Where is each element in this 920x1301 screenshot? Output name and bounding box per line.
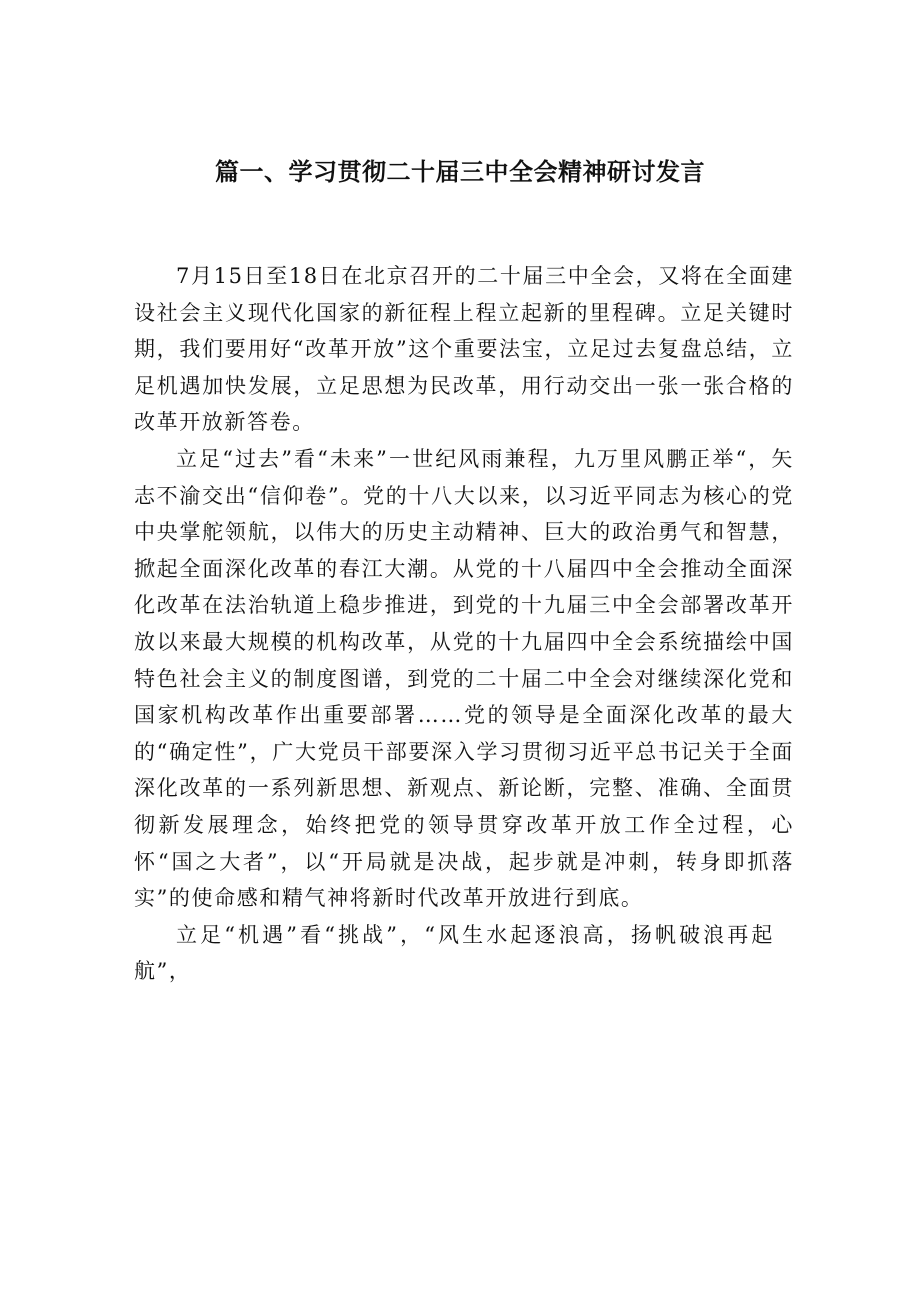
document-body: [134, 258, 794, 990]
paragraph-1: 7月15日至18日在北京召开的二十届三中全会，又将在全面建设社会主义现代化国家的新征程上程立起新的里程碑。立足关键时期，我们要用好“改革开放”这个重要法宝，立足过去复盘总结，立足机遇加快发展，立足思想为民改革，用行动交出一张一张合格的改革开放新答卷。: [134, 264, 794, 435]
paragraph-2: 立足“过去”看“未来”一世纪风雨兼程，九万里风鹏正举“，矢志不渝交出“信仰卷”。党的十八大以来，以习近平同志为核心的党中央掌舵领航，以伟大的历史主动精神、巨大的政治勇气和智慧，掀起全面深化改革的春江大潮。从党的十八届四中全会推动全面深化改革在法治轨道上稳步推进，到党的十九届三中全会部署改革开放以来最大规模的机构改革，从党的十九届四中全会系统描绘中国特色社会主义的制度图谱，到党的二十届二中全会对继续深化党和国家机构改革作出重要部署……党的领导是全面深化改革的最大的“确定性”，广大党员干部要深入学习贯彻习近平总书记关于全面深化改革的一系列新思想、新观点、新论断，完整、准确、全面贯彻新发展理念，始终把党的领导贯穿改革开放工作全过程，心怀“国之大者”，以“开局就是决战，起步就是冲刺，转身即抓落实”的使命感和精气神将新时代改革开放进行到底。: [134, 446, 794, 911]
paragraph-3: 立足“机遇”看“挑战”，“风生水起逐浪高，扬帆破浪再起航”，: [134, 922, 774, 984]
document-title: 篇一、学习贯彻二十届三中全会精神研讨发言: [215, 158, 705, 186]
